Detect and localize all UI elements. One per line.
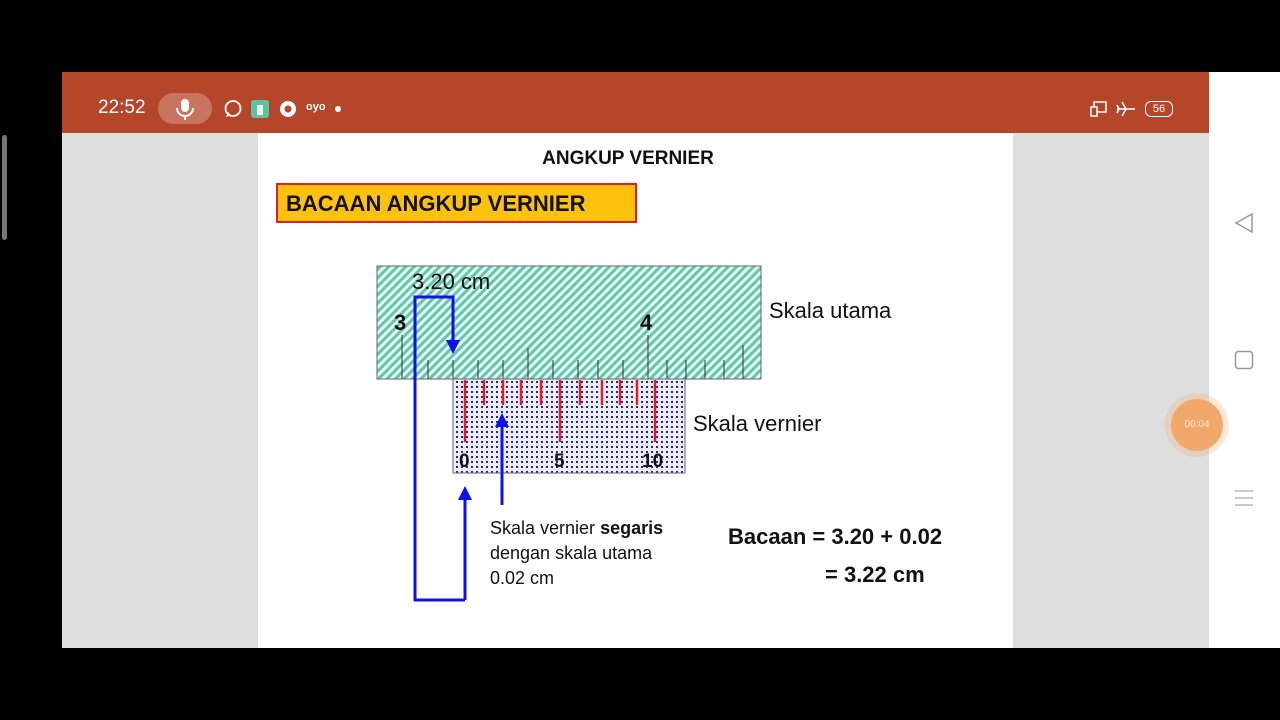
reading-result: = 3.22 cm — [825, 562, 925, 587]
reading-formula: Bacaan = 3.20 + 0.02 — [728, 524, 943, 549]
vernier-scale-label: Skala vernier — [693, 411, 822, 436]
main-scale-number-3: 3 — [394, 310, 407, 335]
alignment-note — [490, 516, 663, 591]
vernier-number-5: 5 — [554, 451, 565, 472]
slide-title: ANGKUP VERNIER — [542, 148, 714, 169]
note-line1: Skala vernier — [490, 518, 601, 538]
battery-level: 56 — [1152, 103, 1166, 115]
main-scale-number-4: 4 — [640, 310, 653, 335]
note-bold-word: segaris — [600, 518, 664, 538]
arrow-up-icon — [458, 486, 472, 500]
timer-text: 00:04 — [1184, 419, 1210, 430]
main-scale-reading-label: 3.20 cm — [412, 269, 491, 294]
section-banner: BACAAN ANGKUP VERNIER — [276, 183, 637, 223]
note-line3: 0.02 cm — [490, 568, 555, 588]
clock: 22:52 — [98, 97, 146, 118]
vernier-number-10: 10 — [642, 451, 664, 472]
vernier-number-0: 0 — [459, 451, 470, 472]
note-line2: dengan skala utama — [490, 543, 653, 563]
main-scale-label: Skala utama — [769, 298, 892, 323]
oyo-icon: oyo — [306, 101, 326, 113]
